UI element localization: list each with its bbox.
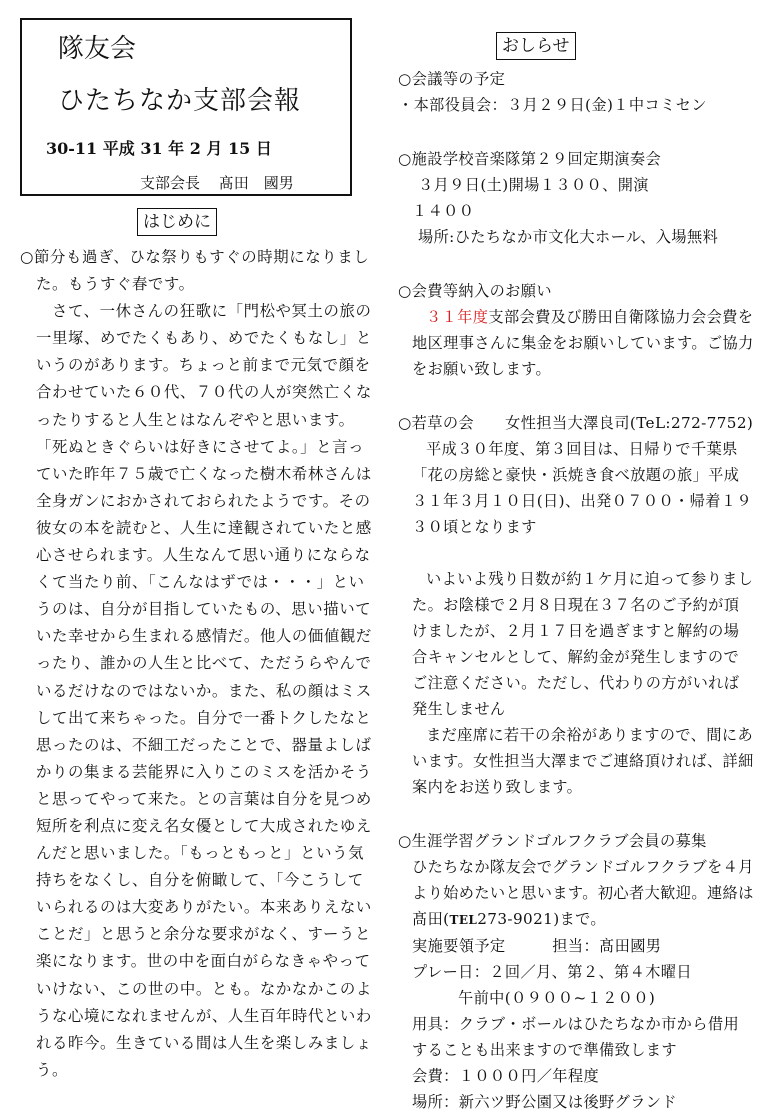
fees-section — [398, 278, 754, 382]
intro-paragraph-1: ○節分も過ぎ、ひな祭りもすぐの時期になりました。もうすぐ春です。 — [20, 248, 370, 294]
wakakusa-paragraph-3: まだ座席に若干の余裕がありますので、間にあいます。女性担当大澤までご連絡頂ければ、詳細案内をお送り致します。 — [412, 726, 754, 796]
wakakusa-section — [398, 410, 754, 800]
concert-time: ３月９日(土)開場１３００、開演 — [418, 176, 649, 194]
intro-paragraph-2: さて、一休さんの狂歌に「門松や冥土の旅の一里塚、めでたくもあり、めでたくもなし」というのがあります。ちょっと前まで元気で顔を合わせていた６０代、７０代の人が突然亡くなったりすると人生とはなんぞやと思います。「死ぬときぐらいは好きにさせてよ。」と言っていた昨年７５歳で亡くなった樹木希林さんは全身ガンにおかされておられたようです。その彼女の本を読むと、人生に達観されていたと感心させられます。人生なんて思い通りにならなくて当たり前、「こんなはずでは・・・」というのは、自分が目指していたもの、思い描いていた幸せから生まれる感情だ。他人の価値観だったり、誰かの人生と比べて、ただうらやんでいるだけなのではないか。また、私の顔はミスして出て来ちゃった。自分で一番トクしたなと思ったのは、不細工だったことで、器量よしばかりの集まる芸能界に入りこのミスを活かそうと思ってやって来た。との言葉は自分を見つめ短所を利点に変え名女優として大成されたゆえんだと思いました。「もっともっと」という気持ちをなくし、自分を俯瞰して、「今こうしていられるのは大変ありがたい。本来ありえないことだ」と思うと余分な要求がなく、すーうと楽になります。世の中を面白がらなきゃやっていけない、この世の中。とも。なかなかこのような心境になれませんが、人生百年時代といわれる昨今。生きている間は人生を楽しみましょう。 — [36, 302, 372, 1079]
branch-chief — [140, 172, 294, 193]
concert-place: 場所:ひたちなか市文化大ホール、入場無料 — [418, 228, 719, 246]
intro-heading: はじめに — [137, 208, 217, 236]
chief-name: 髙田 國男 — [218, 174, 294, 192]
concert-section — [398, 146, 754, 250]
wakakusa-paragraph-2: いよいよ残り日数が約１ケ月に迫って参りました。お陰様で２月８日現在３７名のご予約が頂けましたが、２月１７日を過ぎますと解約の場合キャンセルとして、解約金が発生しますのでご注意ください。ただし、代わりの方がいれば発生しません — [412, 570, 754, 718]
concert-heading: ○施設学校音楽隊第２９回定期演奏会 — [398, 150, 662, 168]
golf-plan: 実施要領予定 担当：髙田國男 — [412, 937, 662, 955]
golf-play-day: プレー日：２回／月、第２、第４木曜日 — [412, 963, 692, 981]
wakakusa-paragraph-1: 平成３０年度、第３回目は、日帰りで千葉県「花の房総と豪快・浜焼き食べ放題の旅」平成３１年３月１０日(日)、出発０７００・帰着１９３０頃となります — [412, 440, 752, 536]
issue-date: 30-11 平成 31 年 2 月 15 日 — [46, 139, 272, 158]
tel-label: TEL — [449, 913, 478, 927]
intro-body — [20, 244, 372, 1084]
fees-text: 支部会費及び勝田自衛隊協力会会費を地区理事さんに集金をお願いしています。ご協力をお願い致します。 — [412, 308, 754, 378]
golf-place: 場所：新六ツ野公園又は後野グランド — [412, 1093, 677, 1111]
golf-equipment: 用具：クラブ・ボールはひたちなか市から借用することも出来ますので準備致します — [412, 1015, 740, 1059]
meetings-section — [398, 66, 754, 118]
golf-heading: ○生涯学習グランドゴルフクラブ会員の募集 — [398, 832, 707, 850]
chief-title: 支部会長 — [140, 174, 201, 192]
meetings-heading: ○会議等の予定 — [398, 70, 506, 88]
newsletter-title: ひたちなか支部会報 — [58, 86, 302, 116]
golf-contact: 273-9021)まで。 — [477, 910, 606, 928]
fees-body — [398, 304, 754, 382]
notices-column — [398, 66, 754, 1115]
golf-body — [398, 854, 754, 933]
wakakusa-heading: ○若草の会 女性担当大澤良司(TeL:272-7752) — [398, 414, 754, 432]
golf-section — [398, 828, 754, 1115]
notice-heading: おしらせ — [496, 32, 576, 60]
golf-play-time: 午前中(０９００~１２００) — [458, 989, 656, 1007]
fiscal-year-highlight: ３１年度 — [426, 308, 489, 326]
golf-body-text: ひたちなか隊友会でグランドゴルフクラブを４月より始めたいと思います。初心者大歓迎。連絡は髙田( — [412, 858, 754, 928]
org-name: 隊友会 — [58, 34, 137, 64]
golf-fee: 会費：１０００円／年程度 — [412, 1067, 600, 1085]
fees-heading: ○会費等納入のお願い — [398, 282, 552, 300]
meetings-line: ・本部役員会：３月２９日(金)１中コミセン — [398, 96, 707, 114]
concert-time-2: １４００ — [412, 202, 475, 220]
